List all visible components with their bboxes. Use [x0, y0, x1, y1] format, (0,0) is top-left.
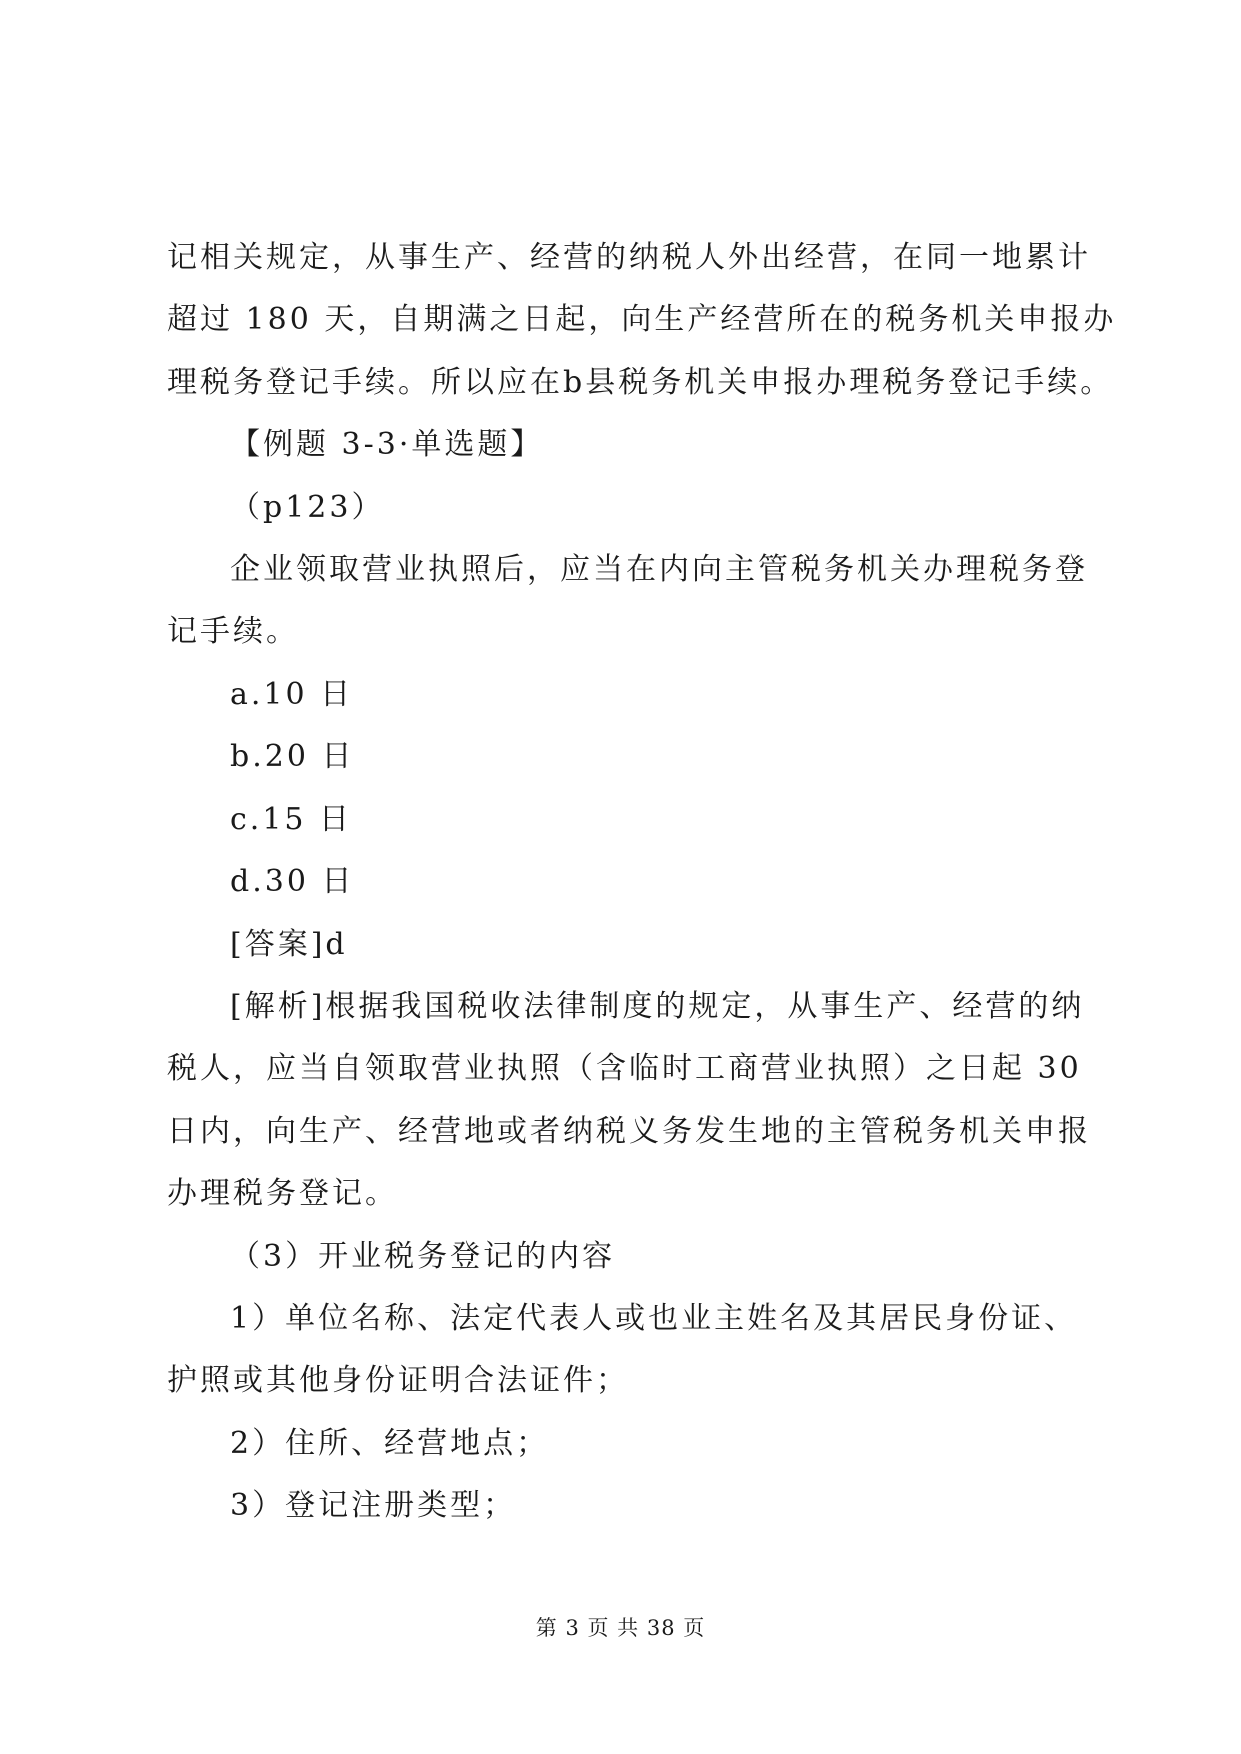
body-text-line: 理税务登记手续。所以应在b县税务机关申报办理税务登记手续。 — [167, 365, 1114, 400]
analysis-text: 办理税务登记。 — [167, 1176, 398, 1211]
list-item: 1）单位名称、法定代表人或也业主姓名及其居民身份证、 — [230, 1301, 1078, 1336]
body-text-line: 记相关规定，从事生产、经营的纳税人外出经营，在同一地累计 — [167, 240, 1091, 275]
option-d: d.30 日 — [230, 864, 355, 899]
example-heading: 【例题 3-3·单选题】 — [230, 427, 544, 462]
option-a: a.10 日 — [230, 677, 354, 712]
section-heading: （3）开业税务登记的内容 — [230, 1239, 616, 1274]
page-reference: （p123） — [230, 490, 385, 525]
analysis-text: 日内，向生产、经营地或者纳税义务发生地的主管税务机关申报 — [167, 1114, 1091, 1149]
option-c: c.15 日 — [230, 802, 353, 837]
option-b: b.20 日 — [230, 739, 355, 774]
list-item: 护照或其他身份证明合法证件； — [167, 1363, 629, 1398]
list-item: 3）登记注册类型； — [230, 1488, 517, 1523]
question-text: 企业领取营业执照后，应当在内向主管税务机关办理税务登 — [230, 552, 1088, 587]
analysis-text: 税人，应当自领取营业执照（含临时工商营业执照）之日起 30 — [167, 1051, 1082, 1086]
page-number-footer: 第 3 页 共 38 页 — [535, 1616, 706, 1640]
analysis-text: [解析]根据我国税收法律制度的规定，从事生产、经营的纳 — [230, 989, 1085, 1024]
question-text: 记手续。 — [167, 614, 299, 649]
body-text-line: 超过 180 天，自期满之日起，向生产经营所在的税务机关申报办 — [167, 302, 1117, 337]
answer-text: [答案]d — [230, 927, 348, 962]
list-item: 2）住所、经营地点； — [230, 1426, 550, 1461]
